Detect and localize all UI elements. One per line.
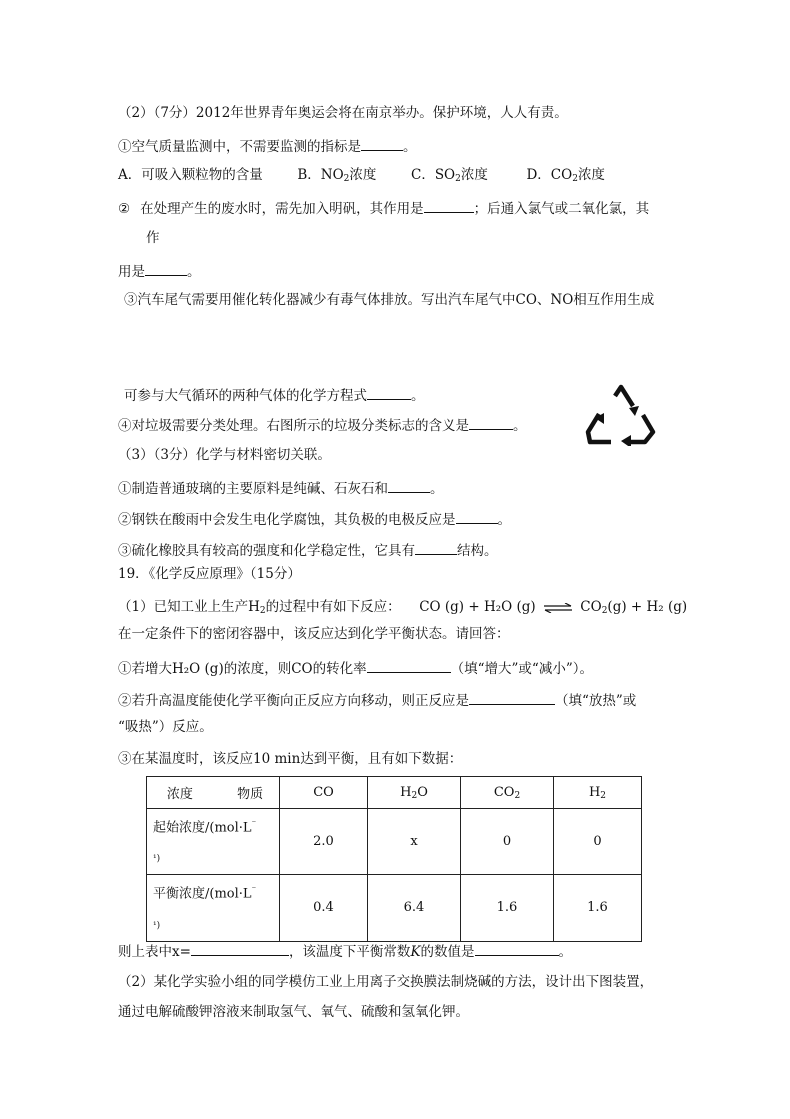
answer-blank[interactable] [361,136,403,151]
header-h2o: $H_2O$ [368,777,461,809]
q2-item4: ④对垃圾需要分类处理。右图所示的垃圾分类标志的含义是 。 [118,415,527,435]
table-row [147,875,642,941]
answer-blank[interactable] [456,509,498,524]
q19-s1: ①若增大H₂O (g)的浓度，则CO的转化率 （填“增大”或“减小”）。 [118,658,593,678]
header-co2: $CO_2$ [461,777,554,809]
q2-options [118,166,605,184]
q19-title: 19．《化学反应原理》（15分） [118,566,301,582]
option-b: B．$NO_2$浓度 [297,167,377,184]
equilibrium-arrow-icon [543,603,573,613]
answer-blank[interactable] [145,261,187,276]
q3-item1: ①制造普通玻璃的主要原料是纯碱、石灰石和 。 [118,478,444,498]
cell-value: 6.4 [368,875,461,941]
answer-blank[interactable] [424,198,474,213]
q2-item3-cont: 可参与大气循环的两种气体的化学方程式 。 [124,385,425,405]
q19-s3: ③在某温度时，该反应10 min达到平衡，且有如下数据： [118,751,463,767]
answer-blank[interactable] [469,415,513,430]
reaction-equation: CO (g) + H₂O (g) $CO_2(g) + H_2$ (g) [419,599,688,616]
q3-item3: ③硫化橡胶具有较高的强度和化学稳定性，它具有 结构。 [118,540,498,560]
option-c: C．$SO_2$浓度 [410,167,488,184]
recycle-symbol-icon [585,384,657,446]
cell-value: 0.4 [280,875,368,941]
cell-value: 2.0 [280,809,368,875]
q19-p2: （2）某化学实验小组的同学模仿工业上用离子交换膜法制烧碱的方法，设计出下图装置， [118,974,654,990]
option-d: D．$CO_2$浓度 [526,167,605,184]
cell-value: x [368,809,461,875]
cell-value: 0 [461,809,554,875]
table-corner: 浓度 物质 [147,777,280,809]
q2-item3: ③汽车尾气需要用催化转化器减少有毒气体排放。写出汽车尾气中CO、NO相互作用生成 [124,292,655,308]
answer-blank[interactable] [469,690,555,705]
answer-blank[interactable] [415,540,457,555]
header-co: CO [280,777,368,809]
q3-item2: ②钢铁在酸雨中会发生电化学腐蚀，其负极的电极反应是 。 [118,509,511,529]
answer-blank[interactable] [475,941,559,956]
q19-p1: （1）已知工业上生产$H_2$的过程中有如下反应： CO (g) + H₂O (g) $CO_2(g) + H_2$ (g) [118,599,688,616]
q2-item2-end: 用是 。 [118,261,201,281]
cell-value: 1.6 [461,875,554,941]
q2-item1: ①空气质量监测中，不需要监测的指标是 。 [118,136,417,156]
q19-after-table: 则上表中x= ，该温度下平衡常数K的数值是 。 [118,941,572,961]
answer-blank[interactable] [388,478,430,493]
answer-blank[interactable] [191,941,289,956]
cell-value: 0 [554,809,642,875]
q19-s2-cont: “吸热”）反应。 [118,719,213,735]
q3-header: （3）（3分）化学与材料密切关联。 [118,447,331,463]
cell-value: 1.6 [554,875,642,941]
answer-blank[interactable] [367,385,411,400]
q2-item2: ② 在处理产生的废水时，需先加入明矾，其作用是 ；后通入氯气或二氧化氯，其 [118,198,649,218]
q19-s2: ②若升高温度能使化学平衡向正反应方向移动，则正反应是 （填“放热”或 [118,690,636,710]
row-label-initial: 起始浓度/(mol·L⁻ ¹) [147,809,280,875]
answer-blank[interactable] [367,658,451,673]
q2-item2-cont: 作 [146,230,160,246]
table-row [147,809,642,875]
row-label-equilibrium: 平衡浓度/(mol·L⁻ ¹) [147,875,280,941]
concentration-table [146,776,642,942]
q19-p1-cont: 在一定条件下的密闭容器中，该反应达到化学平衡状态。请回答： [118,626,510,642]
q19-p2-cont: 通过电解硫酸钾溶液来制取氢气、氧气、硫酸和氢氧化钾。 [118,1004,469,1020]
option-a: A．可吸入颗粒物的含量 [118,167,263,183]
q2-header: （2）（7分）2012年世界青年奥运会将在南京举办。保护环境，人人有责。 [118,105,568,121]
header-h2: $H_2$ [554,777,642,809]
